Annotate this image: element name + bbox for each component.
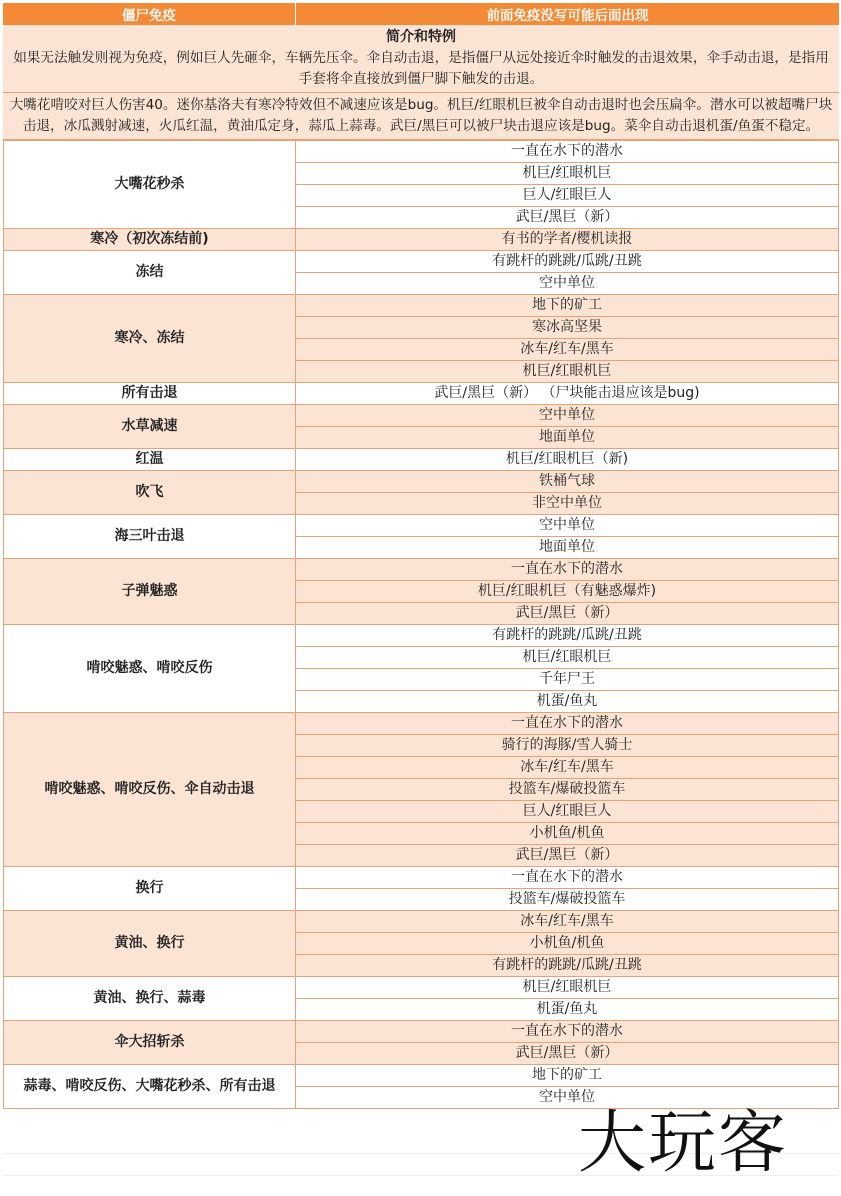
- table-row: [4, 1065, 839, 1087]
- zombie-cell[interactable]: 空中单位: [296, 1087, 839, 1109]
- table-row: [4, 1021, 839, 1043]
- immunity-type-cell[interactable]: 寒冷（初次冻结前): [4, 229, 296, 251]
- zombie-cell[interactable]: 铁桶气球: [296, 471, 839, 493]
- zombie-cell[interactable]: 机蛋/鱼丸: [296, 691, 839, 713]
- zombie-cell[interactable]: 地下的矿工: [296, 1065, 839, 1087]
- zombie-cell[interactable]: 骑行的海豚/雪人骑士: [296, 735, 839, 757]
- immunity-type-cell[interactable]: 海三叶击退: [4, 515, 296, 559]
- zombie-cell[interactable]: 千年尸王: [296, 669, 839, 691]
- zombie-cell[interactable]: 空中单位: [296, 273, 839, 295]
- immunity-type-cell[interactable]: 蒜毒、啃咬反伤、大嘴花秒杀、所有击退: [4, 1065, 296, 1109]
- header-row: [3, 3, 839, 25]
- zombie-cell[interactable]: 一直在水下的潜水: [296, 713, 839, 735]
- zombie-cell[interactable]: 冰车/红车/黑车: [296, 339, 839, 361]
- table-row: [4, 229, 839, 251]
- intro-paragraph-2: 大嘴花啃咬对巨人伤害40。迷你基洛夫有寒冷特效但不减速应该是bug。机巨/红眼机巨被伞自动击退时也会压扁伞。潜水可以被超嘴尸块击退，冰瓜溅射减速，火瓜红温，黄油瓜定身，蒜瓜上蒜毒。武巨/黑巨可以被尸块击退应该是bug。菜伞自动击退机蛋/鱼蛋不稳定。: [9, 97, 833, 134]
- immunity-type-cell[interactable]: 所有击退: [4, 383, 296, 405]
- zombie-cell[interactable]: 寒冰高坚果: [296, 317, 839, 339]
- zombie-cell[interactable]: 武巨/黑巨（新）: [296, 1043, 839, 1065]
- immunity-type-cell[interactable]: 子弹魅惑: [4, 559, 296, 625]
- zombie-cell[interactable]: 一直在水下的潜水: [296, 867, 839, 889]
- zombie-cell[interactable]: 非空中单位: [296, 493, 839, 515]
- header-zombie-immunity[interactable]: 僵尸免疫: [3, 3, 296, 25]
- immunity-type-cell[interactable]: 黄油、换行、蒜毒: [4, 977, 296, 1021]
- zombie-cell[interactable]: 武巨/黑巨（新）: [296, 603, 839, 625]
- table-row: [4, 449, 839, 471]
- table-row: [4, 383, 839, 405]
- watermark-logo: 大玩客: [578, 1104, 789, 1183]
- immunity-type-cell[interactable]: 红温: [4, 449, 296, 471]
- zombie-cell[interactable]: 机巨/红眼机巨（有魅惑爆炸): [296, 581, 839, 603]
- zombie-cell[interactable]: 投篮车/爆破投篮车: [296, 889, 839, 911]
- header-may-appear-later[interactable]: 前面免疫没写可能后面出现: [486, 8, 649, 24]
- immunity-table: [3, 140, 839, 1109]
- zombie-cell[interactable]: 投篮车/爆破投篮车: [296, 779, 839, 801]
- immunity-type-cell[interactable]: 冻结: [4, 251, 296, 295]
- table-row: [4, 977, 839, 999]
- zombie-cell[interactable]: 武巨/黑巨（新）: [296, 845, 839, 867]
- zombie-cell[interactable]: 小机鱼/机鱼: [296, 823, 839, 845]
- table-row: [4, 405, 839, 427]
- zombie-cell[interactable]: 有跳杆的跳跳/瓜跳/丑跳: [296, 625, 839, 647]
- zombie-cell[interactable]: 空中单位: [296, 405, 839, 427]
- zombie-cell[interactable]: 空中单位: [296, 515, 839, 537]
- zombie-cell[interactable]: 一直在水下的潜水: [296, 559, 839, 581]
- table-row: [4, 713, 839, 735]
- immunity-type-cell[interactable]: 水草减速: [4, 405, 296, 449]
- table-row: [4, 625, 839, 647]
- zombie-cell[interactable]: 一直在水下的潜水: [296, 141, 839, 163]
- immunity-type-cell[interactable]: 吹飞: [4, 471, 296, 515]
- zombie-cell[interactable]: 有书的学者/樱机读报: [296, 229, 839, 251]
- table-row: [4, 911, 839, 933]
- zombie-cell[interactable]: 冰车/红车/黑车: [296, 911, 839, 933]
- zombie-cell[interactable]: 机巨/红眼机巨: [296, 977, 839, 999]
- intro-title: 简介和特例: [386, 29, 456, 45]
- table-row: [4, 471, 839, 493]
- zombie-cell[interactable]: 武巨/黑巨（新） （尸块能击退应该是bug): [296, 383, 839, 405]
- zombie-cell[interactable]: 机巨/红眼机巨: [296, 163, 839, 185]
- spreadsheet: [3, 3, 839, 1109]
- zombie-cell[interactable]: 一直在水下的潜水: [296, 1021, 839, 1043]
- zombie-cell[interactable]: 有跳杆的跳跳/瓜跳/丑跳: [296, 251, 839, 273]
- immunity-type-cell[interactable]: 黄油、换行: [4, 911, 296, 977]
- immunity-type-cell[interactable]: 寒冷、冻结: [4, 295, 296, 383]
- zombie-cell[interactable]: 小机鱼/机鱼: [296, 933, 839, 955]
- zombie-cell[interactable]: 巨人/红眼巨人: [296, 185, 839, 207]
- intro-section: [3, 25, 839, 140]
- table-row: [4, 295, 839, 317]
- zombie-cell[interactable]: 机巨/红眼机巨: [296, 361, 839, 383]
- table-row: [4, 141, 839, 163]
- zombie-cell[interactable]: 地下的矿工: [296, 295, 839, 317]
- intro-paragraph-1: 如果无法触发则视为免疫，例如巨人先砸伞，车辆先压伞。伞自动击退，是指僵尸从远处接近伞时触发的击退效果，伞手动击退，是指用手套将伞直接放到僵尸脚下触发的击退。: [3, 48, 839, 93]
- immunity-type-cell[interactable]: 伞大招斩杀: [4, 1021, 296, 1065]
- zombie-cell[interactable]: 巨人/红眼巨人: [296, 801, 839, 823]
- zombie-cell[interactable]: 地面单位: [296, 427, 839, 449]
- zombie-cell[interactable]: 机巨/红眼机巨（新): [296, 449, 839, 471]
- zombie-cell[interactable]: 有跳杆的跳跳/瓜跳/丑跳: [296, 955, 839, 977]
- immunity-type-cell[interactable]: 啃咬魅惑、啃咬反伤、伞自动击退: [4, 713, 296, 867]
- zombie-cell[interactable]: 机蛋/鱼丸: [296, 999, 839, 1021]
- zombie-cell[interactable]: 机巨/红眼机巨: [296, 647, 839, 669]
- table-row: [4, 251, 839, 273]
- zombie-cell[interactable]: 冰车/红车/黑车: [296, 757, 839, 779]
- zombie-cell[interactable]: 武巨/黑巨（新）: [296, 207, 839, 229]
- table-row: [4, 515, 839, 537]
- table-row: [4, 867, 839, 889]
- immunity-type-cell[interactable]: 大嘴花秒杀: [4, 141, 296, 229]
- table-row: [4, 559, 839, 581]
- immunity-type-cell[interactable]: 啃咬魅惑、啃咬反伤: [4, 625, 296, 713]
- immunity-type-cell[interactable]: 换行: [4, 867, 296, 911]
- zombie-cell[interactable]: 地面单位: [296, 537, 839, 559]
